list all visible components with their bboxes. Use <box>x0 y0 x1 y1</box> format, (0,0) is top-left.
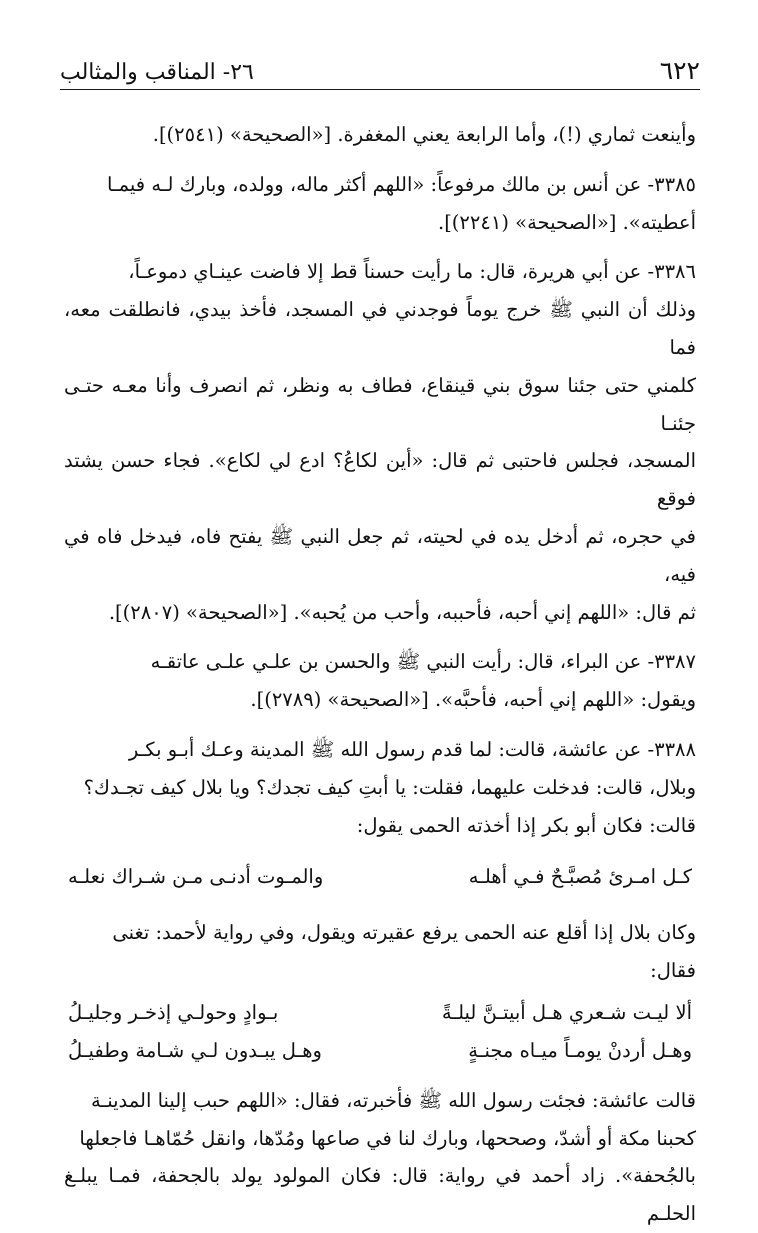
text-line: كحبنا مكة أو أشدّ، وصححها، وبارك لنا في صاعها ومُدّها، وانقل حُمّاهـا فاجعلها <box>79 1126 696 1150</box>
text-line: قالت: فكان أبو بكر إذا أخذته الحمى يقول: <box>356 813 696 837</box>
hadith-3387 <box>64 643 696 719</box>
bilal-intro <box>64 914 696 990</box>
text-line: وكان بلال إذا أقلع عنه الحمى يرفع عقيرته ويقول، وفي رواية لأحمد: تغنى <box>112 921 696 945</box>
text-line: ٣٣٨٧- عن البراء، قال: رأيت النبي ﷺ والحسن بن علـي علـى عاتقـه <box>150 650 696 674</box>
text-line: ويقول: «اللهم إني أحبه، فأحبَّه». [«الصحيحة» (٢٧٨٩)]. <box>250 688 696 712</box>
chapter-title: ٢٦- المناقب والمثالب <box>60 60 254 85</box>
text-line: في حجره، ثم أدخل يده في لحيته، ثم جعل النبي ﷺ يفتح فاه، فيدخل فاه في فيه، <box>64 524 696 586</box>
hadith-3388 <box>64 731 696 844</box>
text-line: ٣٣٨٦- عن أبي هريرة، قال: ما رأيت حسناً قط إلا فاضت عينـاي دموعـاً، <box>128 260 696 284</box>
text-line: وأينعت ثماري (!)، وأما الرابعة يعني المغفرة. [«الصحيحة» (٢٥٤١)]. <box>152 123 696 146</box>
text-line: ثم قال: «اللهم إني أحبه، فأحببه، وأحب من يُحبه». [«الصحيحة» (٢٨٠٧)]. <box>108 600 696 624</box>
closing-paragraph <box>64 1082 696 1233</box>
verse-first-hemistich: ألا ليـت شـعري هـل أبيتـنَّ ليلـةً <box>441 1000 692 1024</box>
page-body <box>64 116 696 1233</box>
page-number: ٦٢٢ <box>659 56 700 85</box>
verse-first-hemistich: كـل امـرئ مُصبَّـحٌ فـي أهلـه <box>468 865 692 889</box>
poem-verse-abu-bakr <box>64 858 696 896</box>
text-line: أعطيته». [«الصحيحة» (٢٢٤١)]. <box>438 210 696 234</box>
poem-couplet-bilal <box>64 994 696 1070</box>
text-line: وبلال، قالت: فدخلت عليهما، فقلت: يا أبتِ كيف تجدك؟ ويا بلال كيف تجـدك؟ <box>83 775 696 799</box>
poem-verse <box>64 1032 696 1070</box>
hadith-3386 <box>64 253 696 631</box>
paragraph-intro <box>64 116 696 154</box>
verse-second-hemistich: بـوادٍ وحولـي إذخـر وجليـلُ <box>68 1000 279 1024</box>
text-line: بالجُحفة». زاد أحمد في رواية: قال: فكان المولود يولد بالجحفة، فمـا يبلـغ الحلـم <box>64 1164 696 1226</box>
text-line: المسجد، فجلس فاحتبى ثم قال: «أين لكاعُ؟ ادع لي لكاع». فجاء حسن يشتد فوقع <box>64 449 696 511</box>
text-line: وذلك أن النبي ﷺ خرج يوماً فوجدني في المسجد، فأخذ بيدي، فانطلقت معه، فما <box>64 298 696 359</box>
verse-second-hemistich: وهـل يبـدون لـي شـامة وطفيـلُ <box>68 1038 322 1062</box>
verse-first-hemistich: وهـل أردنْ يومـاً ميـاه مجنـةٍ <box>468 1038 692 1062</box>
text-line: كلمني حتى جئنا سوق بني قينقاع، فطاف به ونظر، ثم انصرف وأنا معـه حتـى جئنـا <box>64 373 696 435</box>
text-line: فقال: <box>650 958 696 982</box>
hadith-3385 <box>64 166 696 242</box>
verse-second-hemistich: والمـوت أدنـى مـن شـراك نعلـه <box>68 865 324 889</box>
poem-verse <box>64 994 696 1032</box>
page-header <box>60 52 700 90</box>
text-line: قالت عائشة: فجئت رسول الله ﷺ فأخبرته، فقال: «اللهم حبب إلينا المدينـة <box>91 1088 696 1112</box>
text-line: ٣٣٨٥- عن أنس بن مالك مرفوعاً: «اللهم أكثر ماله، وولده، وبارك لـه فيمـا <box>106 172 696 196</box>
text-line: ٣٣٨٨- عن عائشة، قالت: لما قدم رسول الله ﷺ المدينة وعـك أبـو بكـر <box>128 737 696 761</box>
